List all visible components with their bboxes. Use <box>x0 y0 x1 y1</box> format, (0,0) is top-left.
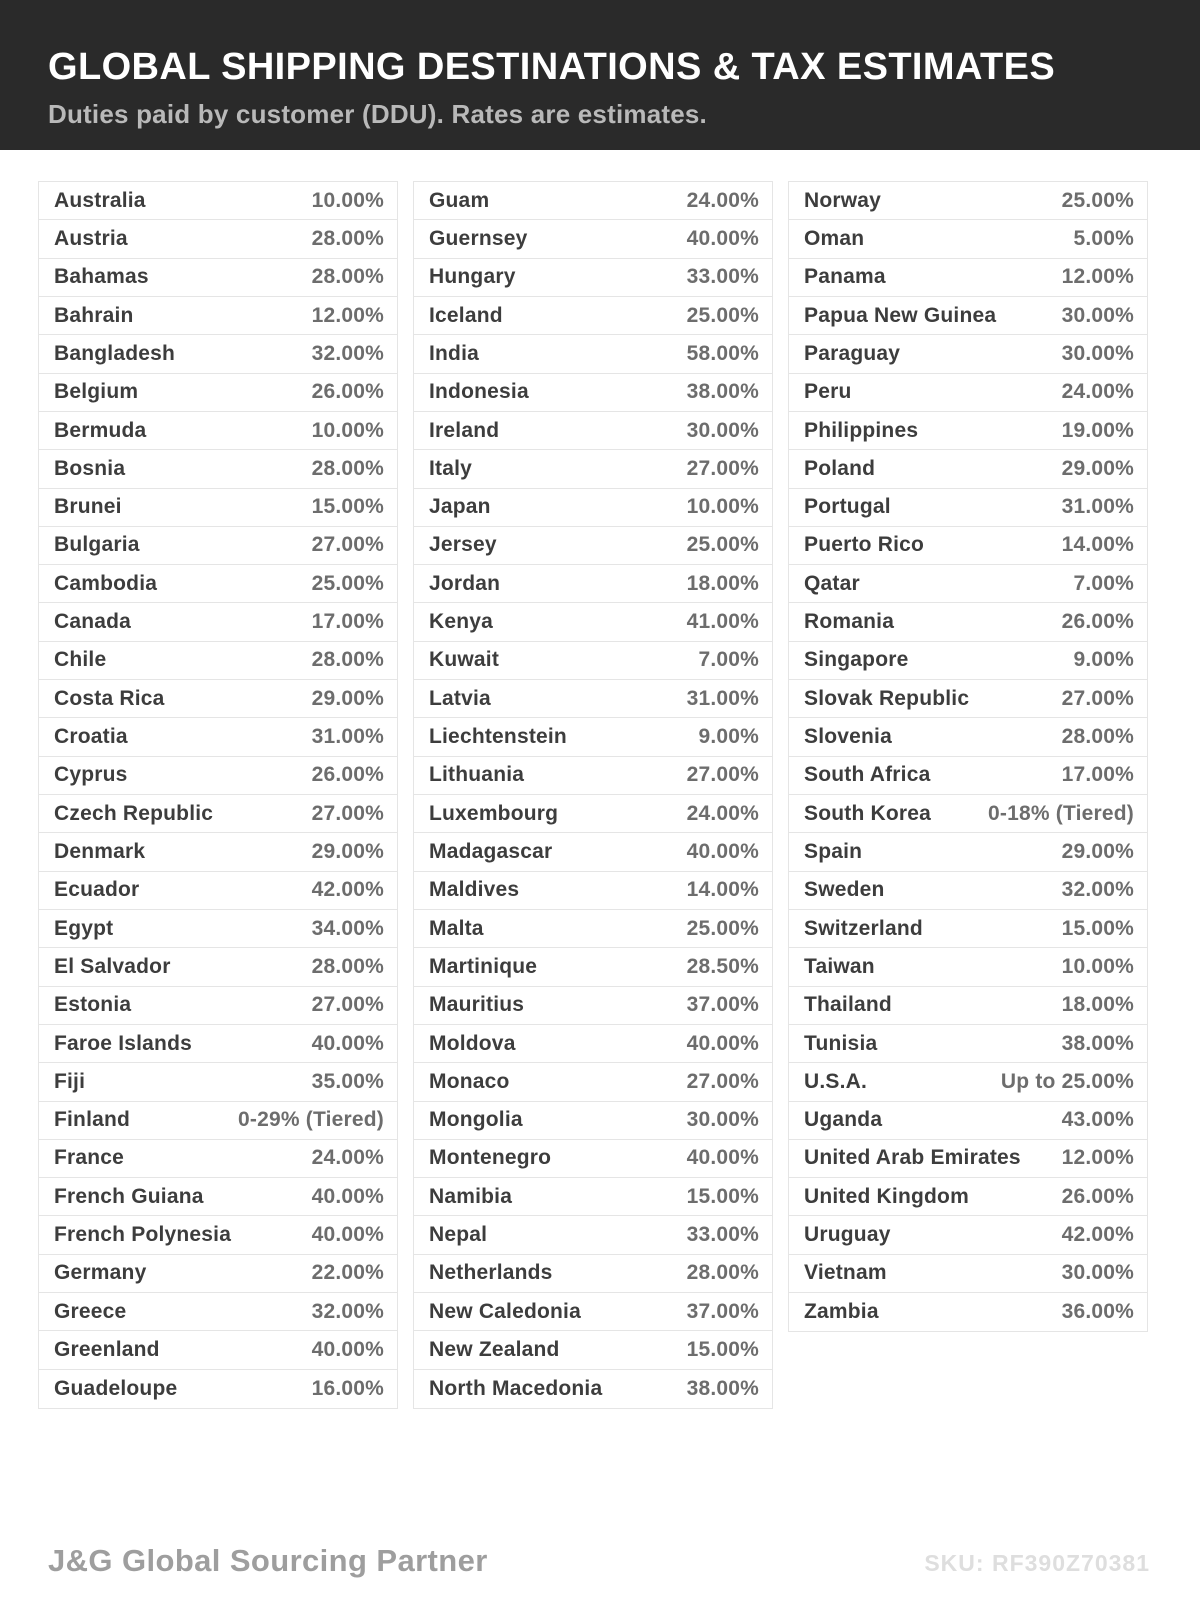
country-name: New Caledonia <box>429 1299 581 1323</box>
country-name: Paraguay <box>804 341 901 365</box>
tax-rate: 14.00% <box>686 878 759 902</box>
country-name: Guam <box>429 188 490 212</box>
country-name: Estonia <box>54 993 132 1017</box>
tax-rate: 25.00% <box>1061 188 1134 212</box>
country-name: Kuwait <box>429 648 500 672</box>
table-row <box>39 603 397 641</box>
tax-rate: 19.00% <box>1061 418 1134 442</box>
tax-rate: 24.00% <box>1061 380 1134 404</box>
tax-rate: 15.00% <box>311 495 384 519</box>
table-row <box>789 603 1147 641</box>
table-row <box>414 1102 772 1140</box>
table-row <box>789 335 1147 373</box>
tax-rate: 38.00% <box>686 1376 759 1400</box>
tax-rate: 41.00% <box>686 610 759 634</box>
tax-rate: 31.00% <box>311 725 384 749</box>
tax-rate: 25.00% <box>311 571 384 595</box>
table-row <box>414 1216 772 1254</box>
tax-rate: 37.00% <box>686 1299 759 1323</box>
tax-rate: 22.00% <box>311 1261 384 1285</box>
country-name: Hungary <box>429 265 516 289</box>
country-name: Greenland <box>54 1338 160 1362</box>
tax-rate: 30.00% <box>686 418 759 442</box>
table-row <box>414 987 772 1025</box>
country-name: U.S.A. <box>804 1069 868 1093</box>
table-row <box>39 948 397 986</box>
table-row <box>789 297 1147 335</box>
country-name: Lithuania <box>429 763 525 787</box>
tax-rate: 31.00% <box>1061 495 1134 519</box>
tax-rate: 28.00% <box>1061 725 1134 749</box>
table-row <box>789 1025 1147 1063</box>
table-row <box>39 872 397 910</box>
table-row <box>414 872 772 910</box>
tax-rate: 14.00% <box>1061 533 1134 557</box>
country-name: Bahrain <box>54 303 134 327</box>
table-row <box>39 335 397 373</box>
tax-rate: 28.00% <box>311 226 384 250</box>
country-name: Norway <box>804 188 882 212</box>
country-name: Switzerland <box>804 916 923 940</box>
country-name: Austria <box>54 226 128 250</box>
tax-rate: 27.00% <box>311 993 384 1017</box>
table-row <box>789 1255 1147 1293</box>
tax-rate: 28.50% <box>686 954 759 978</box>
footer <box>0 1543 1200 1579</box>
tax-rate: 26.00% <box>1061 1184 1134 1208</box>
tax-rate: 28.00% <box>311 456 384 480</box>
tax-rate: 0-18% (Tiered) <box>988 801 1134 825</box>
country-name: Papua New Guinea <box>804 303 997 327</box>
country-name: Bermuda <box>54 418 147 442</box>
table-row <box>39 1063 397 1101</box>
table-row <box>789 1178 1147 1216</box>
country-name: Italy <box>429 456 473 480</box>
country-name: Panama <box>804 265 886 289</box>
tax-rate: 12.00% <box>311 303 384 327</box>
tax-table-column-2 <box>413 181 773 1409</box>
tax-tables <box>0 150 1200 1409</box>
table-row <box>39 757 397 795</box>
tax-rate: 36.00% <box>1061 1300 1134 1324</box>
country-name: Bangladesh <box>54 341 176 365</box>
country-name: Liechtenstein <box>429 725 567 749</box>
tax-rate: 33.00% <box>686 265 759 289</box>
country-name: North Macedonia <box>429 1376 603 1400</box>
country-name: Guadeloupe <box>54 1376 178 1400</box>
country-name: Montenegro <box>429 1146 552 1170</box>
tax-rate: 28.00% <box>311 265 384 289</box>
table-row <box>414 795 772 833</box>
country-name: Brunei <box>54 495 122 519</box>
table-row <box>789 565 1147 603</box>
table-row <box>414 259 772 297</box>
table-row <box>789 757 1147 795</box>
tax-rate: 16.00% <box>311 1376 384 1400</box>
table-row <box>414 412 772 450</box>
tax-rate: 29.00% <box>311 839 384 863</box>
tax-rate: 40.00% <box>311 1184 384 1208</box>
tax-rate: 17.00% <box>1061 763 1134 787</box>
tax-rate: 10.00% <box>311 188 384 212</box>
tax-rate: 35.00% <box>311 1069 384 1093</box>
table-row <box>414 220 772 258</box>
country-name: Fiji <box>54 1069 86 1093</box>
country-name: Namibia <box>429 1184 513 1208</box>
table-row <box>39 1025 397 1063</box>
country-name: Bahamas <box>54 265 149 289</box>
table-row <box>39 987 397 1025</box>
table-row <box>39 1102 397 1140</box>
tax-rate: 15.00% <box>1061 916 1134 940</box>
country-name: South Korea <box>804 801 932 825</box>
table-row <box>414 374 772 412</box>
tax-rate: 15.00% <box>686 1184 759 1208</box>
country-name: Jordan <box>429 571 501 595</box>
table-row <box>789 718 1147 756</box>
table-row <box>414 948 772 986</box>
table-row <box>39 833 397 871</box>
table-row <box>39 527 397 565</box>
tax-table-column-1 <box>38 181 398 1409</box>
table-row <box>39 910 397 948</box>
country-name: Faroe Islands <box>54 1031 192 1055</box>
table-row <box>39 680 397 718</box>
country-name: Japan <box>429 495 491 519</box>
table-row <box>414 680 772 718</box>
country-name: Egypt <box>54 916 114 940</box>
tax-rate: 10.00% <box>1061 954 1134 978</box>
page-subtitle: Duties paid by customer (DDU). Rates are estimates. <box>48 99 707 130</box>
tax-rate: 30.00% <box>1061 1261 1134 1285</box>
tax-rate: 40.00% <box>311 1031 384 1055</box>
country-name: Bulgaria <box>54 533 140 557</box>
table-row <box>39 1140 397 1178</box>
table-row <box>789 527 1147 565</box>
table-row <box>414 1178 772 1216</box>
country-name: Singapore <box>804 648 909 672</box>
tax-rate: 27.00% <box>311 801 384 825</box>
country-name: Kenya <box>429 610 494 634</box>
country-name: Thailand <box>804 993 892 1017</box>
table-row <box>39 220 397 258</box>
table-row <box>414 489 772 527</box>
country-name: Finland <box>54 1108 131 1132</box>
table-row <box>39 297 397 335</box>
country-name: Slovenia <box>804 725 892 749</box>
country-name: Denmark <box>54 839 146 863</box>
tax-rate: 27.00% <box>686 763 759 787</box>
tax-rate: 27.00% <box>311 533 384 557</box>
tax-rate: 29.00% <box>1061 456 1134 480</box>
country-name: New Zealand <box>429 1338 560 1362</box>
tax-rate: 18.00% <box>1061 993 1134 1017</box>
country-name: Puerto Rico <box>804 533 925 557</box>
table-row <box>789 910 1147 948</box>
table-row <box>414 1293 772 1331</box>
country-name: Ireland <box>429 418 500 442</box>
country-name: Portugal <box>804 495 891 519</box>
table-row <box>789 220 1147 258</box>
table-row <box>789 374 1147 412</box>
tax-rate: 27.00% <box>686 456 759 480</box>
country-name: Bosnia <box>54 456 126 480</box>
country-name: United Kingdom <box>804 1184 969 1208</box>
country-name: Luxembourg <box>429 801 559 825</box>
country-name: Malta <box>429 916 484 940</box>
country-name: Canada <box>54 610 132 634</box>
table-row <box>39 1331 397 1369</box>
tax-table-column-3 <box>788 181 1148 1332</box>
table-row <box>789 1216 1147 1254</box>
country-name: Indonesia <box>429 380 529 404</box>
tax-rate: 30.00% <box>686 1108 759 1132</box>
country-name: Romania <box>804 610 895 634</box>
country-name: Qatar <box>804 571 860 595</box>
sku-label: SKU: RF390Z70381 <box>924 1550 1150 1576</box>
country-name: Guernsey <box>429 226 528 250</box>
tax-rate: 28.00% <box>686 1261 759 1285</box>
table-row <box>414 833 772 871</box>
tax-rate: 25.00% <box>686 916 759 940</box>
tax-rate: 32.00% <box>1061 878 1134 902</box>
country-name: Mauritius <box>429 993 525 1017</box>
country-name: Greece <box>54 1299 127 1323</box>
table-row <box>39 1293 397 1331</box>
table-row <box>39 565 397 603</box>
tax-rate: 26.00% <box>311 380 384 404</box>
tax-rate: 17.00% <box>311 610 384 634</box>
country-name: Monaco <box>429 1069 510 1093</box>
country-name: Germany <box>54 1261 147 1285</box>
country-name: Croatia <box>54 725 128 749</box>
table-row <box>414 1331 772 1369</box>
country-name: Ecuador <box>54 878 140 902</box>
tax-rate: 0-29% (Tiered) <box>238 1108 384 1132</box>
country-name: South Africa <box>804 763 931 787</box>
country-name: United Arab Emirates <box>804 1146 1021 1170</box>
table-row <box>39 642 397 680</box>
tax-rate: 5.00% <box>1073 226 1134 250</box>
table-row <box>414 757 772 795</box>
country-name: Oman <box>804 226 865 250</box>
country-name: France <box>54 1146 125 1170</box>
table-row <box>414 527 772 565</box>
tax-rate: 27.00% <box>1061 686 1134 710</box>
table-row <box>39 182 397 220</box>
tax-rate: 30.00% <box>1061 341 1134 365</box>
country-name: French Polynesia <box>54 1223 232 1247</box>
table-row <box>414 182 772 220</box>
country-name: Netherlands <box>429 1261 553 1285</box>
country-name: French Guiana <box>54 1184 204 1208</box>
table-row <box>414 910 772 948</box>
tax-rate: 38.00% <box>686 380 759 404</box>
country-name: Uruguay <box>804 1223 891 1247</box>
table-row <box>39 1178 397 1216</box>
country-name: Nepal <box>429 1223 488 1247</box>
tax-rate: 29.00% <box>311 686 384 710</box>
table-row <box>414 603 772 641</box>
tax-rate: 32.00% <box>311 341 384 365</box>
tax-rate: Up to 25.00% <box>1000 1069 1134 1093</box>
tax-rate: 15.00% <box>686 1338 759 1362</box>
country-name: Belgium <box>54 380 139 404</box>
table-row <box>39 489 397 527</box>
table-row <box>789 412 1147 450</box>
tax-rate: 34.00% <box>311 916 384 940</box>
tax-rate: 32.00% <box>311 1299 384 1323</box>
table-row <box>789 872 1147 910</box>
brand-name: J&G Global Sourcing Partner <box>48 1543 488 1578</box>
tax-rate: 24.00% <box>686 188 759 212</box>
country-name: Vietnam <box>804 1261 887 1285</box>
country-name: Tunisia <box>804 1031 878 1055</box>
country-name: Zambia <box>804 1300 879 1324</box>
country-name: Madagascar <box>429 839 553 863</box>
table-row <box>789 489 1147 527</box>
tax-rate: 38.00% <box>1061 1031 1134 1055</box>
tax-rate: 7.00% <box>1073 571 1134 595</box>
country-name: Cyprus <box>54 763 128 787</box>
table-row <box>789 987 1147 1025</box>
tax-rate: 27.00% <box>686 1069 759 1093</box>
country-name: Jersey <box>429 533 497 557</box>
tax-rate: 10.00% <box>686 495 759 519</box>
tax-rate: 9.00% <box>1073 648 1134 672</box>
table-row <box>789 259 1147 297</box>
tax-rate: 40.00% <box>686 1146 759 1170</box>
tax-rate: 29.00% <box>1061 839 1134 863</box>
country-name: Australia <box>54 188 146 212</box>
country-name: Czech Republic <box>54 801 214 825</box>
table-row <box>414 1025 772 1063</box>
table-row <box>789 833 1147 871</box>
table-row <box>789 1102 1147 1140</box>
table-row <box>39 1255 397 1293</box>
table-row <box>414 565 772 603</box>
table-row <box>414 450 772 488</box>
tax-rate: 26.00% <box>311 763 384 787</box>
tax-rate: 10.00% <box>311 418 384 442</box>
country-name: Cambodia <box>54 571 158 595</box>
country-name: Poland <box>804 456 876 480</box>
table-row <box>39 795 397 833</box>
country-name: Uganda <box>804 1108 883 1132</box>
table-row <box>39 1370 397 1408</box>
table-row <box>414 1255 772 1293</box>
country-name: Slovak Republic <box>804 686 970 710</box>
table-row <box>39 450 397 488</box>
tax-rate: 18.00% <box>686 571 759 595</box>
country-name: Costa Rica <box>54 686 165 710</box>
country-name: Martinique <box>429 954 538 978</box>
tax-rate: 24.00% <box>686 801 759 825</box>
tax-rate: 42.00% <box>311 878 384 902</box>
tax-rate: 26.00% <box>1061 610 1134 634</box>
country-name: Iceland <box>429 303 503 327</box>
tax-rate: 24.00% <box>311 1146 384 1170</box>
table-row <box>789 182 1147 220</box>
country-name: Latvia <box>429 686 491 710</box>
tax-rate: 9.00% <box>698 725 759 749</box>
country-name: Mongolia <box>429 1108 523 1132</box>
table-row <box>39 412 397 450</box>
table-row <box>39 1216 397 1254</box>
table-row <box>414 335 772 373</box>
tax-rate: 25.00% <box>686 303 759 327</box>
tax-rate: 12.00% <box>1061 1146 1134 1170</box>
tax-rate: 58.00% <box>686 341 759 365</box>
country-name: India <box>429 341 480 365</box>
tax-rate: 30.00% <box>1061 303 1134 327</box>
country-name: Maldives <box>429 878 520 902</box>
table-row <box>414 1063 772 1101</box>
country-name: Peru <box>804 380 852 404</box>
table-row <box>414 1140 772 1178</box>
table-row <box>39 718 397 756</box>
tax-rate: 43.00% <box>1061 1108 1134 1132</box>
country-name: Taiwan <box>804 954 875 978</box>
tax-rate: 28.00% <box>311 648 384 672</box>
table-row <box>789 680 1147 718</box>
table-row <box>39 374 397 412</box>
table-row <box>789 795 1147 833</box>
country-name: El Salvador <box>54 954 171 978</box>
country-name: Chile <box>54 648 107 672</box>
tax-rate: 40.00% <box>311 1223 384 1247</box>
tax-rate: 42.00% <box>1061 1223 1134 1247</box>
tax-rate: 28.00% <box>311 954 384 978</box>
country-name: Sweden <box>804 878 885 902</box>
tax-rate: 37.00% <box>686 993 759 1017</box>
country-name: Philippines <box>804 418 919 442</box>
table-row <box>789 642 1147 680</box>
table-row <box>789 1140 1147 1178</box>
page-title: GLOBAL SHIPPING DESTINATIONS & TAX ESTIMATES <box>48 45 1056 88</box>
tax-rate: 40.00% <box>686 226 759 250</box>
tax-rate: 40.00% <box>686 839 759 863</box>
table-row <box>789 1063 1147 1101</box>
country-name: Moldova <box>429 1031 516 1055</box>
tax-rate: 40.00% <box>686 1031 759 1055</box>
table-row <box>414 1370 772 1408</box>
country-name: Spain <box>804 839 863 863</box>
tax-rate: 25.00% <box>686 533 759 557</box>
tax-rate: 7.00% <box>698 648 759 672</box>
table-row <box>414 642 772 680</box>
tax-rate: 40.00% <box>311 1338 384 1362</box>
tax-rate: 33.00% <box>686 1223 759 1247</box>
table-row <box>414 297 772 335</box>
table-row <box>789 1293 1147 1331</box>
table-row <box>789 450 1147 488</box>
table-row <box>789 948 1147 986</box>
table-row <box>39 259 397 297</box>
table-row <box>414 718 772 756</box>
header-banner <box>0 0 1200 150</box>
tax-rate: 31.00% <box>686 686 759 710</box>
tax-rate: 12.00% <box>1061 265 1134 289</box>
